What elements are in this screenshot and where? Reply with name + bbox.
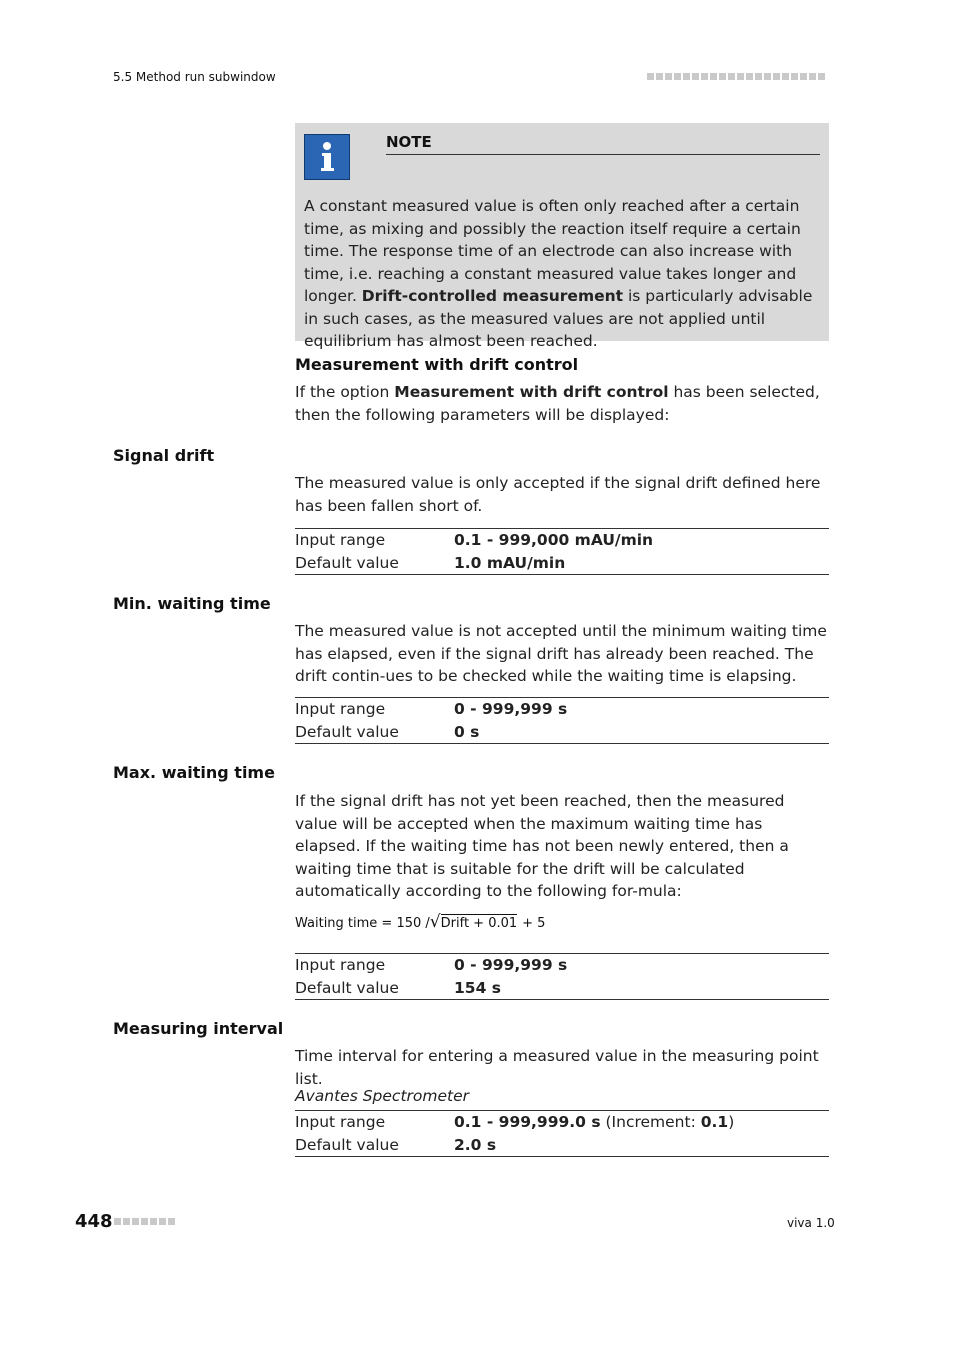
param-desc-min-waiting-time: The measured value is not accepted until the minimum waiting time has elapsed, even if the signal drift has already been reached. The drift contin-ues to be checked while the waiting time is elapsing. bbox=[295, 622, 827, 685]
decor-square bbox=[800, 73, 807, 80]
product-version: viva 1.0 bbox=[787, 1216, 835, 1230]
decor-square bbox=[123, 1218, 130, 1225]
decor-square bbox=[692, 73, 699, 80]
sqrt-symbol: √ bbox=[429, 912, 441, 932]
table-row: Input range 0.1 - 999,000 mAU/min bbox=[295, 531, 654, 549]
decor-square bbox=[818, 73, 825, 80]
decor-square bbox=[168, 1218, 175, 1225]
note-box bbox=[295, 123, 829, 350]
decor-square bbox=[665, 73, 672, 80]
decor-square bbox=[728, 73, 735, 80]
table-row: Default value 1.0 mAU/min bbox=[295, 553, 566, 572]
decor-square bbox=[132, 1218, 139, 1225]
param-table-max-waiting-time bbox=[295, 953, 829, 1000]
param-title-measuring-interval: Measuring interval bbox=[113, 1019, 284, 1038]
info-icon bbox=[304, 134, 350, 180]
running-header-section: 5.5 Method run subwindow bbox=[113, 70, 276, 84]
decor-square bbox=[674, 73, 681, 80]
decor-square bbox=[791, 73, 798, 80]
header-decoration bbox=[647, 73, 825, 80]
decor-square bbox=[782, 73, 789, 80]
param-table-measuring-interval bbox=[295, 1110, 829, 1157]
note-body: A constant measured value is often only reached after a certain time, as mixing and possibly the reaction itself require a certain time. The response time of an electrode can also increase with time, i.e. reaching a constant measured value takes longer and longer. Drift-controlled measurement is particularly advisable in such cases, as the measured values are not applied until equilibrium has almost been reached. bbox=[304, 197, 813, 350]
drift-control-heading: Measurement with drift control bbox=[295, 355, 579, 374]
table-row: Default value 2.0 s bbox=[295, 1135, 497, 1154]
page-number: 448 bbox=[75, 1211, 113, 1232]
decor-square bbox=[141, 1218, 148, 1225]
param-title-max-waiting-time: Max. waiting time bbox=[113, 763, 275, 782]
decor-square bbox=[114, 1218, 121, 1225]
param-desc-signal-drift: The measured value is only accepted if the signal drift defined here has been fallen short of. bbox=[295, 474, 821, 515]
drift-control-intro: If the option Measurement with drift control has been selected, then the following parameters will be displayed: bbox=[295, 383, 820, 424]
decor-square bbox=[809, 73, 816, 80]
param-title-min-waiting-time: Min. waiting time bbox=[113, 594, 271, 613]
decor-square bbox=[773, 73, 780, 80]
decor-square bbox=[656, 73, 663, 80]
param-desc-max-waiting-time: If the signal drift has not yet been reached, then the measured value will be accepted when the maximum waiting time has elapsed. If the waiting time has not been newly entered, then a waiting time that is suitable for the drift will be calculated automatically according to the following for-mula: bbox=[295, 792, 789, 900]
param-title-signal-drift: Signal drift bbox=[113, 446, 215, 465]
waiting-time-formula: Waiting time = 150 / √ Drift + 0.01 + 5 bbox=[295, 912, 546, 932]
decor-square bbox=[737, 73, 744, 80]
device-caption: Avantes Spectrometer bbox=[295, 1087, 470, 1105]
table-row: Default value 0 s bbox=[295, 722, 480, 741]
decor-square bbox=[701, 73, 708, 80]
decor-square bbox=[159, 1218, 166, 1225]
decor-square bbox=[710, 73, 717, 80]
decor-square bbox=[683, 73, 690, 80]
table-row: Input range 0 - 999,999 s bbox=[295, 956, 568, 974]
param-desc-measuring-interval: Time interval for entering a measured value in the measuring point list. bbox=[295, 1047, 819, 1088]
decor-square bbox=[746, 73, 753, 80]
param-table-min-waiting-time bbox=[295, 697, 829, 744]
decor-square bbox=[647, 73, 654, 80]
decor-square bbox=[755, 73, 762, 80]
table-row: Input range 0.1 - 999,999.0 s (Increment: 0.1) bbox=[295, 1113, 735, 1131]
table-row: Input range 0 - 999,999 s bbox=[295, 700, 568, 718]
decor-square bbox=[764, 73, 771, 80]
table-row: Default value 154 s bbox=[295, 978, 501, 997]
note-title: NOTE bbox=[386, 133, 820, 155]
decor-square bbox=[150, 1218, 157, 1225]
footer-decoration bbox=[114, 1218, 175, 1225]
param-table-signal-drift bbox=[295, 528, 829, 575]
decor-square bbox=[719, 73, 726, 80]
